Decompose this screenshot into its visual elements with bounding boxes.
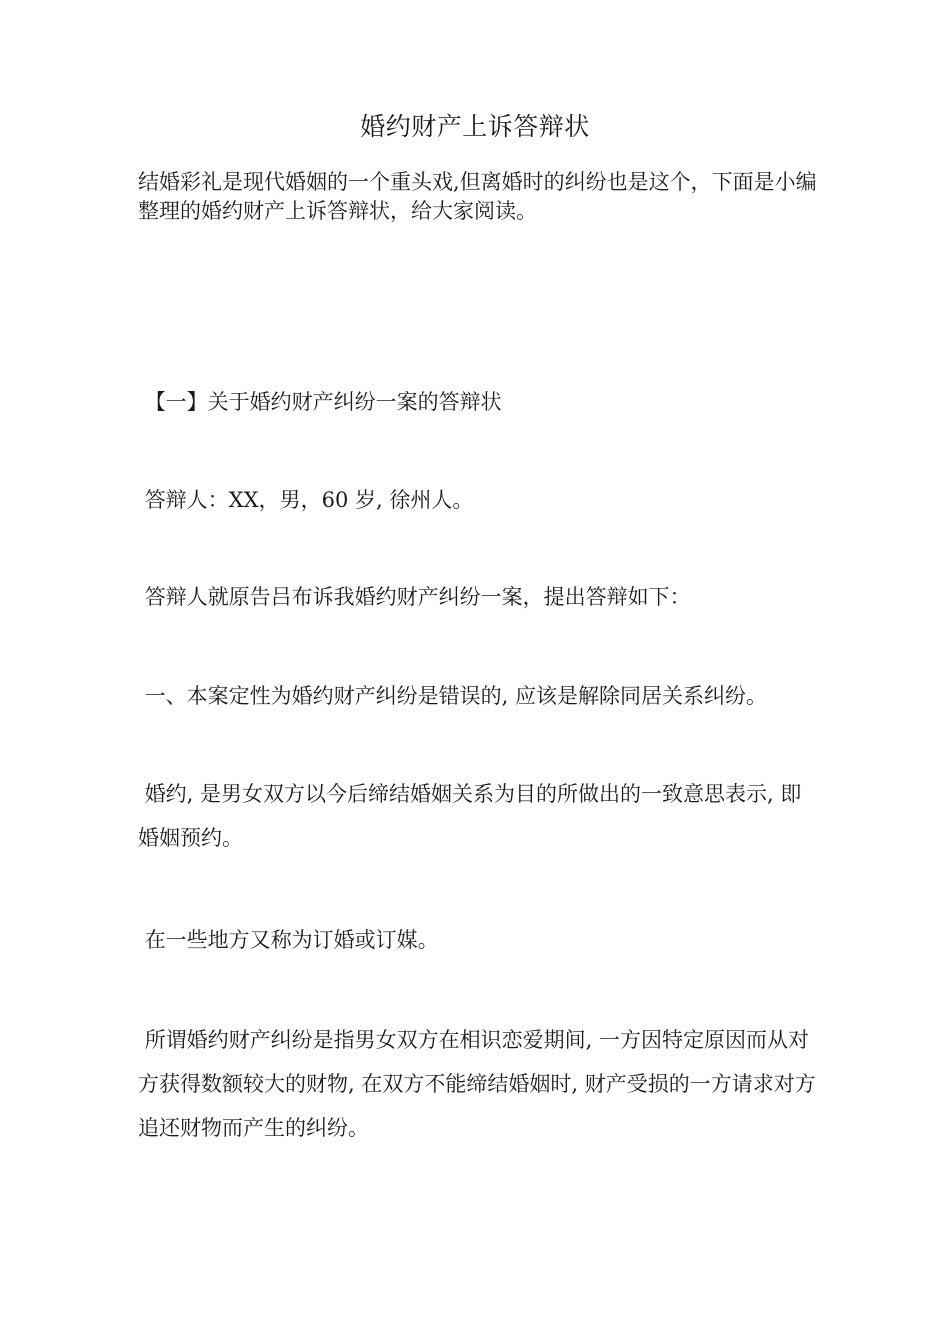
- body-paragraph: 所谓婚约财产纠纷是指男女双方在相识恋爱期间, 一方因特定原因而从对方获得数额较大的财物, 在双方不能缔结婚姻时, 财产受损的一方请求对方追还财物而产生的纠纷。: [138, 1028, 816, 1140]
- intro-paragraph: 结婚彩礼是现代婚姻的一个重头戏,但离婚时的纠纷也是这个，下面是小编整理的婚约财产上诉答辩状，给大家阅读。: [138, 170, 817, 223]
- defense-intro: 答辩人就原告吕布诉我婚约财产纠纷一案，提出答辩如下：: [138, 585, 691, 609]
- document-title: 婚约财产上诉答辩状: [360, 112, 590, 141]
- respondent-info: 答辩人：XX，男，60 岁, 徐州人。: [138, 488, 474, 512]
- body-paragraph: 在一些地方又称为订婚或订媒。: [138, 928, 439, 952]
- point-one-heading: 一、本案定性为婚约财产纠纷是错误的, 应该是解除同居关系纠纷。: [138, 684, 768, 708]
- body-paragraph: 婚约, 是男女双方以今后缔结婚姻关系为目的所做出的一致意思表示, 即婚姻预约。: [138, 782, 802, 850]
- section-heading: 【一】关于婚约财产纠纷一案的答辩状: [138, 390, 502, 414]
